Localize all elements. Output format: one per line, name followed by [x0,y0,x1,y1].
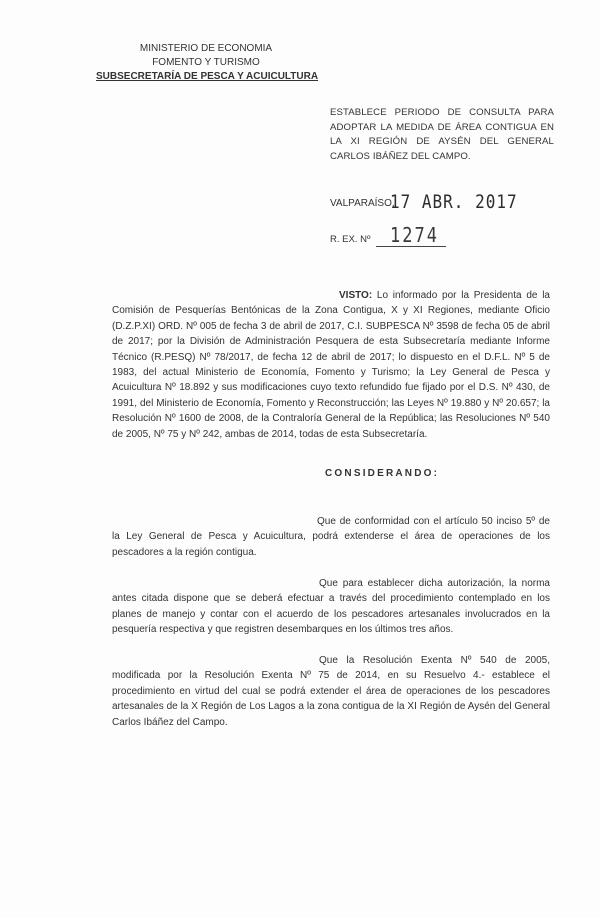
resolution-label: R. EX. Nº [330,234,371,245]
subsecretaria-name: SUBSECRETARÍA DE PESCA Y ACUICULTURA [96,71,319,82]
ministry-name: MINISTERIO DE ECONOMIA [139,43,273,54]
visto-label: VISTO: [339,290,373,301]
place-label: VALPARAÍSO, [330,198,395,209]
paragraph-1-text: Que de conformidad con el artículo 50 inciso 5º de la Ley General de Pesca y Acuicultura, podrá extenderse el área de operaciones de los pescadores a la región contigua. [112,516,550,558]
date-line [330,192,570,214]
visto-text: Lo informado por la Presidenta de la Comisión de Pesquerías Bentónicas de la Zona Contigua, X y XI Regiones, mediante Oficio (D.Z.P.XI) ORD. Nº 005 de fecha 3 de abril de 2017, C.I. SUBPESCA Nº 3598 de fecha 05 de abril de 2017; por la División de Administración Pesquera de esta Subsecretaría mediante Informe Técnico (R.PESQ) Nº 78/2017, de fecha 12 de abril de 2017; lo dispuesto en el D.F.L. Nº 5 de 1983, del actual Ministerio de Economía, Fomento y Turismo; la Ley General de Pesca y Acuicultura Nº 18.892 y sus modificaciones cuyo texto refundido fue fijado por el D.S. Nº 430, de 1991, del Ministerio de Economía, Fomento y Reconstrucción; las Leyes Nº 19.880 y Nº 20.657; la Resolución Nº 1600 de 2008, de la Contraloría General de la República; las Resoluciones Nº 540 de 2005, Nº 75 y Nº 242, ambas de 2014, todas de esta Subsecretaría. [112,290,550,440]
resolution-number-stamp: 1274 [390,224,439,248]
paragraph-3-text: Que la Resolución Exenta Nº 540 de 2005, modificada por la Resolución Exenta Nº 75 de 2014, en su Resuelvo 4.- establece el procedimiento en virtud del cual se podrá extender el área de operaciones de los pescadores artesanales de la X Región de Los Lagos a la zona contigua de la XI Región de Aysén del General Carlos Ibáñez del Campo. [112,655,550,728]
resolution-subject: ESTABLECE PERIODO DE CONSULTA PARA ADOPTAR LA MEDIDA DE ÁREA CONTIGUA EN LA XI REGIÓN DE AYSÉN DEL GENERAL CARLOS IBÁÑEZ DEL CAMPO. [330,107,554,162]
considerando-heading: CONSIDERANDO: [325,468,440,479]
date-stamp: 17 ABR. 2017 [390,190,518,213]
paragraph-2-text: Que para establecer dicha autorización, la norma antes citada dispone que se deberá efectuar a través del procedimiento contemplado en los planes de manejo y contar con el acuerdo de los pescadores artesanales involucrados en la pesquería respectiva y que registren desembarques en los últimos tres años. [112,578,550,636]
visto-paragraph [112,288,550,442]
considerando-paragraph-3 [112,653,550,730]
resolution-number-line [330,224,530,250]
ministry-subtitle: FOMENTO Y TURISMO [152,57,260,68]
considerando-paragraph-1 [112,514,550,560]
considerando-paragraph-2 [112,576,550,638]
letterhead [96,42,319,84]
